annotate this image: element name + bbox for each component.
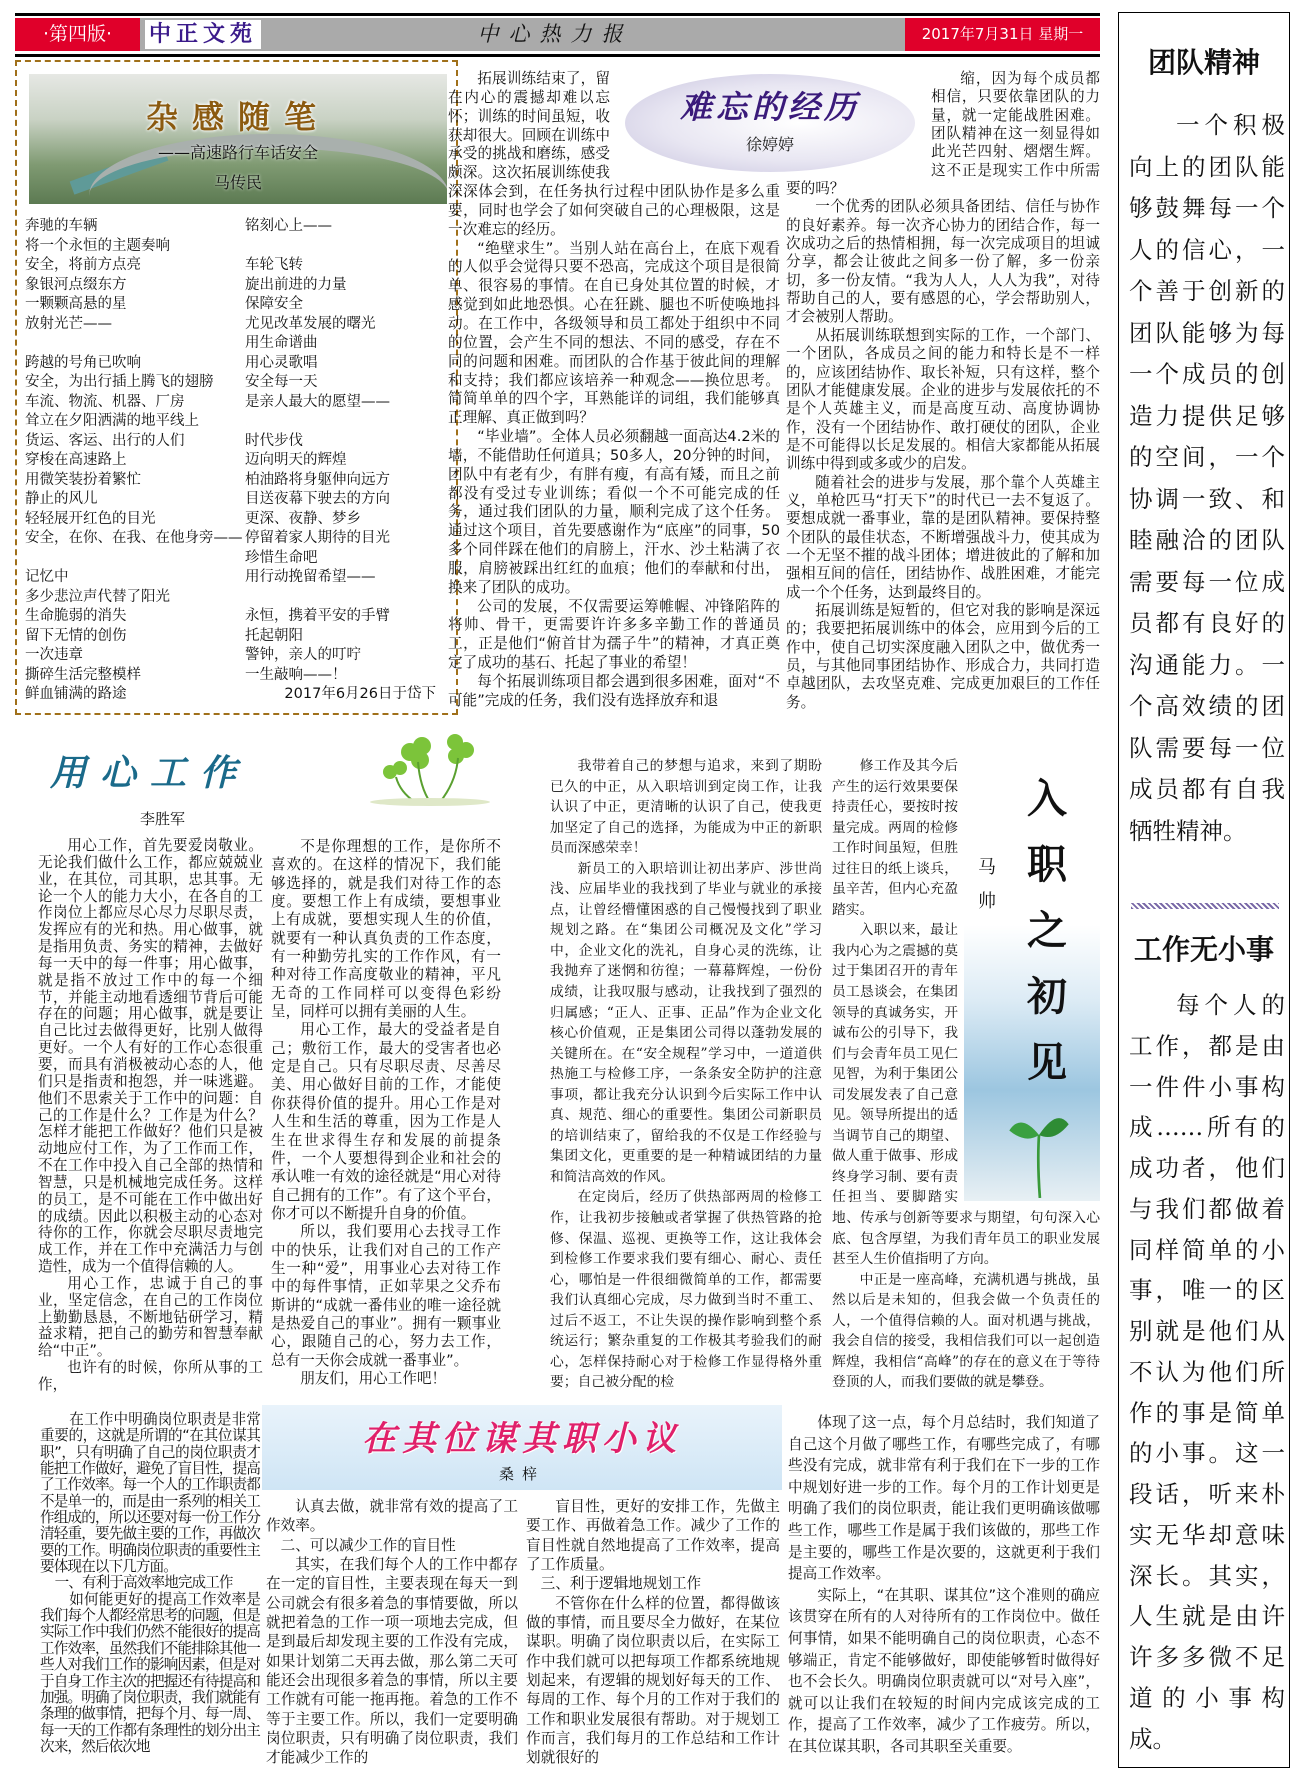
- sidebar-body: [1129, 105, 1285, 852]
- highway-photo: [29, 74, 447, 204]
- article-column: [448, 70, 780, 711]
- poem-line: 铭刻心上——: [245, 218, 332, 234]
- poem-line: 更深、夜静、梦乡: [245, 510, 361, 527]
- paragraph: 随着社会的进步与发展，那个靠个人英雄主义，单枪匹马“打天下”的时代已一去不复返了。要想成就一番事业，靠的是团队精神。要保持整个团队的最佳状态，不断增强战斗力，使其成为一个无坚不摧的战斗团体；增进彼此的了解和加强相互间的信任，团结协作、战胜困难，才能完成一个个任务，达到最终目的。: [786, 473, 1100, 601]
- poem-line: [245, 412, 390, 432]
- poem-signature: 2017年6月26日于岱下: [284, 686, 436, 702]
- poem-line: 耸立在夕阳洒满的地平线上: [25, 413, 199, 429]
- sidebar-body: [1129, 985, 1285, 1759]
- paragraph: 一个积极向上的团队能够鼓舞每一个人的信心，一个善于创新的团队能够为每一个成员的创造力提供足够的空间，一个协调一致、和睦融洽的团队需要每一位成员都有良好的沟通能力。一个高效绩的团队需要每一位成员都有自我牺牲精神。: [1129, 111, 1285, 845]
- paragraph: 修工作及其今后产生的运行效果要保持责任心，要按时按量完成。两周的检修工作时间虽短，但胜过往日的纸上谈兵，虽辛苦，但内心充盈踏实。: [832, 758, 958, 918]
- article-author: 马帅: [978, 857, 996, 912]
- poem-line: 象银河点缀东方: [25, 276, 127, 293]
- paragraph: 拓展训练结束了，留在内心的震撼却难以忘怀；训练的时间虽短，收获却很大。回顾在训练中承受的挑战和磨练，感受颇深。这次拓展训练使我深深体会到，在任务执行过程中团队协作是多么重要，同时也学会了如何突破自己的心理极限，这是一次难忘的经历。: [448, 70, 780, 238]
- poem-line: 车流、物流、机器、厂房: [25, 393, 185, 410]
- poem-line: 柏油路将身躯伸向远方: [245, 471, 390, 488]
- poem-line: 停留着家人期待的目光: [245, 530, 390, 546]
- sidebar: [1118, 12, 1290, 1768]
- poem-line: 轻轻展开红色的目光: [25, 510, 156, 527]
- poem-line: 将一个永恒的主题奏响: [25, 237, 170, 254]
- poem-line: 是亲人最大的愿望——: [245, 393, 390, 410]
- poem-line: 跨越的号角已吹响: [25, 354, 141, 371]
- poem-line: 安全，在你、在我、在他身旁——: [25, 530, 243, 546]
- paragraph: 也许有的时候，你所从事的工作，: [38, 1359, 263, 1393]
- paragraph: 拓展训练是短暂的，但它对我的影响是深远的；我要把拓展训练中的体会，应用到今后的工作中，使自己切实深度融入团队之中，做优秀一员，与其他同事团结协作、形成合力，共同打造卓越团队，去攻坚克难、完成更加艰巨的工作任务。: [786, 601, 1100, 711]
- poem-line: 生命脆弱的消失: [25, 608, 127, 624]
- poem-line: [25, 549, 243, 569]
- paragraph: 在工作中明确岗位职责是非常重要的，这就是所谓的“在其位谋其职”，只有明确了自己的岗位职责才能把工作做好，避免了盲目性，提高了工作效率。每一个人的工作职责都不是单一的，而是由一系列的相关工作组成的，所以还要对每一份工作分清轻重，要先做主要的工作，再做次要的工作。明确岗位职责的重要性主要体现在以下几方面。: [40, 1411, 260, 1576]
- paragraph: 不是你理想的工作，是你所不喜欢的。在这样的情况下，我们能够选择的，就是我们对待工作的态度。要想工作上有成绩，要想事业上有成就，要想实现人生的价值，就要有一种认真负责的工作态度，有一种勤劳扎实的工作作风，有一种对待工作高度敬业的精神，平凡无奇的工作同样可以变得色彩纷呈，同样可以拥有美丽的人生。: [271, 838, 501, 1021]
- header-top-rule: [15, 13, 1100, 16]
- article-column: [788, 1412, 1100, 1758]
- paragraph: 用心工作，最大的受益者是自己；敷衍工作，最大的受害者也必定是自己。只有尽职尽责、尽善尽美、用心做好目前的工作，才能使你获得价值的提升。用心工作是对人生和生活的尊重，因为工作是人生在世求得生存和发展的前提条件，一个人要想得到企业和社会的承认唯一有效的途径就是“用心对待自己拥有的工作”。有了这个平台，你才可以不断提升自身的价值。: [271, 1021, 501, 1222]
- paragraph: 新员工的入职培训让初出茅庐、涉世尚浅、应届毕业的我找到了毕业与就业的承接点，让曾经懵懂困惑的自己慢慢找到了职业规划之路。在“集团公司概况及文化”学习中，企业文化的洗礼，自身心灵的洗练，让我抛弃了迷惘和彷徨；一幕幕辉煌，一份份成绩，让我叹服与感动，让我找到了强烈的归属感；“正人、正事、正品”作为企业文化核心价值观，正是集团公司得以蓬勃发展的关键所在。在“安全规程”学习中，一道道供热施工与检修工序，一条条安全防护的注意事项，都让我充分认识到今后实际工作中认真、规范、细心的重要性。集团公司新职员的培训结束了，留给我的不仅是工作经验与集团文化，更重要的是一种精诚团结的力量和简洁高效的作风。: [550, 860, 822, 1185]
- paragraph: 盲目性，更好的安排工作，先做主要工作、再做着急工作。减少了工作的盲目性就自然地提高了工作效率，提高了工作质量。: [526, 1498, 780, 1574]
- header-bottom-rule: [15, 54, 1100, 57]
- article-title: 杂感随笔: [145, 98, 330, 136]
- article-subtitle: ——高速路行车话安全: [157, 143, 318, 162]
- paragraph: 体现了这一点，每个月总结时，我们知道了自己这个月做了哪些工作，有哪些完成了，有哪些没有完成，就非常有利于我们在下一步的工作中规划好进一步的工作。每个月的工作计划更是明确了我们的岗位职责，能让我们更明确该做哪些工作，哪些工作是属于我们该做的，那些工作是主要的，哪些工作是次要的，这就更利于我们提高工作效率。: [788, 1414, 1100, 1583]
- poem-line: 用微笑装扮着繁忙: [25, 471, 141, 488]
- paragraph: 在定岗后，经历了供热部两周的检修工作，让我初步接触或者掌握了供热管路的抢修、保温、巡视、更换等工作，这让我体会到检修工作要求我们要有细心、耐心、责任心，哪怕是一件很细微简单的工作，都需要我们认真细心完成，尽力做到当时不重工、过后不返工，不让失误的操作影响到整个系统运行；繁杂重复的工作极其考验我们的耐心，怎样保持耐心对于检修工作显得格外重要；自己被分配的检: [550, 1189, 822, 1391]
- masthead-logo: 中心热力报: [477, 22, 633, 46]
- paragraph: 我带着自己的梦想与追求，来到了期盼已久的中正，从入职培训到定岗工作，让我认识了中正，更清晰的认识了自己，使我更加坚定了自己的选择，为能成为中正的新职员而深感荣幸！: [550, 758, 822, 857]
- poem-left-column: [25, 217, 243, 705]
- article-author: 桑梓: [498, 1465, 545, 1483]
- page-header: [15, 18, 1100, 51]
- poem-line: 鲜血铺满的路途: [25, 686, 127, 702]
- poem-line: [245, 237, 390, 257]
- paragraph: 朋友们，用心工作吧！: [300, 1369, 447, 1387]
- poem-line: 车轮飞转: [245, 257, 303, 273]
- seedling-illustration: [964, 756, 1100, 1201]
- paragraph: 不管你在什么样的位置，都得做该做的事情，而且要尽全力做好，在某位谋职。明确了岗位职责以后，在实际工作中我们就可以把每项工作都系统地规划起来，有逻辑的规划好每天的工作、每周的工作、每个月的工作对于我们的工作和职业发展很有帮助。对于规划工作而言，我们每月的工作总结和工作计划就很好的: [526, 1594, 780, 1767]
- seedling-icon: [1004, 1108, 1074, 1198]
- poem-line: 尤见改革发展的曙光: [245, 315, 376, 332]
- article-column: [40, 1412, 260, 1755]
- paragraph: 中正是一座高峰，充满机遇与挑战，虽然以后是未知的，但我会做一个负责任的人，一个值得信赖的人。面对机遇与挑战，我会自信的接受，我相信我们可以一起创造辉煌，我相信“高峰”的存在的意义在于等待登顶的人，而我们要做的就是攀登。: [832, 1271, 1100, 1391]
- paragraph: 三、利于逻辑地规划工作: [540, 1575, 702, 1593]
- paragraph: 从拓展训练联想到实际的工作，一个部门、一个团队，各成员之间的能力和特长是不一样的，应该团结协作、取长补短，只有这样，整个团队才能健康发展。企业的进步与发展依托的不是个人英雄主义，而是高度互动、高度协调协作，没有一个团结协作、敢打硬仗的团队，企业是不可能得以长足发展的。相信大家都能从拓展训练中得到或多或少的启发。: [786, 326, 1100, 473]
- poem-line: 一生敲响——！: [245, 666, 347, 683]
- paragraph: 其实，在我们每个人的工作中都存在一定的盲目性，主要表现在每天一到公司就会有很多着急的事情要做，所以就把着急的工作一项一项地去完成，但是到最后却发现主要的工作没有完成，如果计划第二天再去做，那么第二天可能还会出现很多着急的事情，所以主要工作就有可能一拖再拖。着急的工作不等于主要工作。所以，我们一定要明确岗位职责，只有明确了岗位职责，我们才能减少工作的: [266, 1556, 518, 1767]
- article-zagan-suibi: [15, 60, 458, 715]
- paragraph: 认真去做，就非常有效的提高了工作效率。: [266, 1498, 518, 1535]
- poem-line: 留下无情的创伤: [25, 627, 127, 644]
- paragraph: 实际上，“在其职、谋其位”这个准则的确应该贯穿在所有的人对待所有的工作岗位中。做任何事情，如果不能明确自己的岗位职责，心态不够端正，肯定不能够做好，即使能够暂时做得好也不会长久。明确岗位职责就可以“对号入座”，就可以让我们在较短的时间内完成该完成的工作，提高了工作效率，减少了工作疲劳。所以，在其位谋其职，各司其职至关重要。: [788, 1586, 1100, 1755]
- paragraph: 一个优秀的团队必须具备团结、信任与协作的良好素养。每一次齐心协力的团结合作，每一次成功之后的热情相拥，每一次完成项目的坦诚分享，都会让彼此之间多一份了解，多一份亲切，多一份友情。“我为人人，人人为我”，对待帮助自己的人，要有感恩的心，学会帮助别人，才会被别人帮助。: [786, 198, 1100, 326]
- poem-line: 保障安全: [245, 296, 303, 312]
- paragraph: 一、有利于高效率地完成工作: [54, 1574, 233, 1592]
- poem-line: [25, 334, 243, 354]
- poem-line: 用行动挽留希望——: [245, 569, 376, 585]
- paragraph: 公司的发展，不仅需要运筹帷幄、冲锋陷阵的将帅、骨干，更需要许许多多辛勤工作的普通员工，正是他们“俯首甘为孺子牛”的精神，才真正奠定了成功的基石、托起了事业的希望！: [448, 597, 780, 672]
- article-author: 马传民: [213, 173, 262, 192]
- poem-line: 一颗颗高悬的星: [25, 296, 127, 312]
- edition-label: ·第四版·: [15, 18, 140, 51]
- article-column: [271, 838, 501, 1388]
- poem-line: 永恒，携着平安的手臂: [245, 608, 390, 624]
- article-column: [786, 70, 1100, 712]
- poem-line: 安全每一天: [245, 374, 318, 390]
- paragraph: “绝壁求生”。当别人站在高台上，在底下观看的人似乎会觉得只要不恐高，完成这个项目是很简单、很容易的事情。在自已身处其位置的时候，才感觉到如此地恐惧。心在狂跳、腿也不听使唤地抖动。在工作中，各级领导和员工都处于组织中不同的位置，会产生不同的想法、不同的感受，存在不同的问题和困难。而团队的合作基于彼此间的理解和支持；我们都应该培养一种观念——换位思考。简简单单的四个字，耳熟能详的词组，我们能够真正理解、真正做到吗？: [448, 239, 780, 427]
- article-title: 用心工作: [50, 753, 251, 794]
- poem-line: 安全，将前方点亮: [25, 257, 141, 273]
- article-column: [832, 756, 1100, 1393]
- poem-line: 放射光芒——: [25, 315, 112, 332]
- article-column: [266, 1497, 518, 1768]
- article-column: [38, 838, 263, 1394]
- poem-line: 静止的风儿: [25, 491, 98, 507]
- poem-line: [245, 588, 390, 608]
- poem-line: 奔驰的车辆: [25, 218, 98, 234]
- poem-line: 警钟，亲人的叮咛: [245, 647, 361, 663]
- sidebar-title: 工作无小事: [1133, 933, 1274, 966]
- article-title: 在其位谋其职小议: [362, 1419, 682, 1459]
- paragraph: 缩，因为每个成员都相信，只要依靠团队的力量，就一定能战胜困难。团队精神在这一刻显得如此光芒四射、熠熠生辉。这不正是现实工作中所需要的吗？: [786, 70, 1100, 198]
- clover-illustration: [360, 722, 500, 807]
- poem-line: 目送夜幕下驶去的方向: [245, 491, 390, 507]
- poem-line: 安全，为出行插上腾飞的翅膀: [25, 374, 214, 390]
- poem-line: 托起朝阳: [245, 627, 303, 644]
- poem-line: 撕碎生活完整模样: [25, 666, 141, 683]
- paragraph: 用心工作，忠诚于自己的事业，坚定信念，在自己的工作岗位上勤勤恳恳，不断地钻研学习，精益求精，把自己的勤劳和智慧奉献给“中正”。: [38, 1274, 263, 1360]
- sidebar-title: 团队精神: [1147, 46, 1260, 79]
- article-column: [526, 1497, 780, 1768]
- column-name: 中正文苑: [145, 20, 261, 49]
- paragraph: 如何能更好的提高工作效率是我们每个人都经常思考的问题，但是实际工作中我们仍然不能很好的提高工作效率，虽然我们不能排除其他一些人对我们工作的影响因素，但是对于自身工作主次的把握还有待提高和加强。明确了岗位职责，我们就能有条理的做事情，把每个月、每一周、每一天的工作都有条理性的划分出主次来，然后依次地: [40, 1590, 260, 1755]
- article-author: 李胜军: [140, 810, 186, 828]
- poem-line: 用心灵歌唱: [245, 354, 318, 371]
- poem-line: 一次违章: [25, 647, 83, 663]
- sidebar-divider: [1131, 903, 1279, 909]
- paragraph: 每个人的工作，都是由一件件小事构成……所有的成功者，他们与我们都做着同样简单的小事，唯一的区别就是他们从不认为他们所作的事是简单的小事。这一段话，听来朴实无华却意味深长。其实，人生就是由许许多多微不足道的小事构成。: [1129, 991, 1285, 1753]
- article-column: [550, 756, 822, 1393]
- article-title: 难忘的经历: [679, 88, 860, 126]
- poem-line: 旋出前进的力量: [245, 276, 347, 293]
- poem-right-column: [245, 217, 390, 685]
- poem-line: 货运、客运、出行的人们: [25, 432, 185, 449]
- paragraph: 用心工作，首先要爱岗敬业。无论我们做什么工作，都应兢兢业业，在其位，司其职，忠其事。无论一个人的能力大小，在各自的工作岗位上都应尽心尽力尽职尽责，发挥应有的光和热。用心做事，就是指用负责、务实的精神，去做好每一天中的每一件事；用心做事，就是指不放过工作中的每一个细节，并能主动地看透细节背后可能存在的问题；用心做事，就是要让自己比过去做得更好，比别人做得更好。一个人有好的工作心态很重要，而具有消极被动心态的人，他们只是指责和抱怨，并一味逃避。他们不思索关于工作中的问题：自己的工作是什么？工作是为什么？怎样才能把工作做好？他们只是被动地应付工作，为了工作而工作，不在工作中投入自己全部的热情和智慧，只是机械地完成任务。这样的员工，是不可能在工作中做出好的成绩。因此以积极主动的心态对待你的工作，你就会尽职尽责地完成工作，并在工作中充满活力与创造性，成为一个值得信赖的人。: [38, 837, 263, 1276]
- poem-line: 多少悲泣声代替了阳光: [25, 588, 170, 605]
- paragraph: 二、可以减少工作的盲目性: [280, 1536, 456, 1554]
- article-title: 入职之初见: [1027, 775, 1067, 1086]
- poem-line: 用生命谱曲: [245, 335, 318, 351]
- poem-line: 记忆中: [25, 569, 69, 585]
- poem-line: 珍惜生命吧: [245, 549, 318, 566]
- poem-line: 迈向明天的辉煌: [245, 452, 347, 468]
- issue-date: 2017年7月31日 星期一: [905, 18, 1100, 51]
- paragraph: 所以，我们要用心去找寻工作中的快乐，让我们对自己的工作产生一种“爱”，用事业心去对待工作中的每件事情，正如苹果之父乔布斯讲的“成就一番伟业的唯一途径就是热爱自己的事业”。拥有一颗事业心，跟随自己的心，努力去工作，总有一天你会成就一番事业”。: [271, 1223, 501, 1369]
- paragraph: 每个拓展训练项目都会遇到很多困难，面对“不可能”完成的任务，我们没有选择放弃和退: [448, 673, 780, 709]
- paragraph: “毕业墙”。全体人员必须翻越一面高达4.2米的墙，不能借助任何道具；50多人，20分钟的时间，团队中有老有少，有胖有瘦，有高有矮，而且之前都没有受过专业训练；看似一个不可能完成的任务，通过我们团队的力量，顺利完成了这个任务。通过这个项目，首先要感谢作为“底座”的同事，50多个同伴踩在他们的肩膀上，汗水、沙土粘满了衣服，肩膀被踩出红红的血痕；他们的奉献和付出，换来了团队的成功。: [448, 428, 780, 596]
- poem-line: 穿梭在高速路上: [25, 452, 127, 468]
- article-author: 徐婷婷: [745, 135, 794, 154]
- article-title-banner: [262, 1405, 782, 1490]
- paragraph: 入职以来，最让我内心为之震撼的莫过于集团召开的青年员工恳谈会，在集团领导的真诚务实，开诚布公的引导下，我们与会青年员工见仁见智，为利于集团公司发展发表了自己意见。领导所提出的适当调节自己的期望、做人重于做事、形成终身学习制、要有责任担当、要脚踏实地、传承与创新等要求与期望，句句深入心底、包含厚望，为我们青年员工的职业发展甚至人生价值指明了方向。: [832, 922, 1100, 1268]
- poem-line: 时代步伐: [245, 432, 303, 449]
